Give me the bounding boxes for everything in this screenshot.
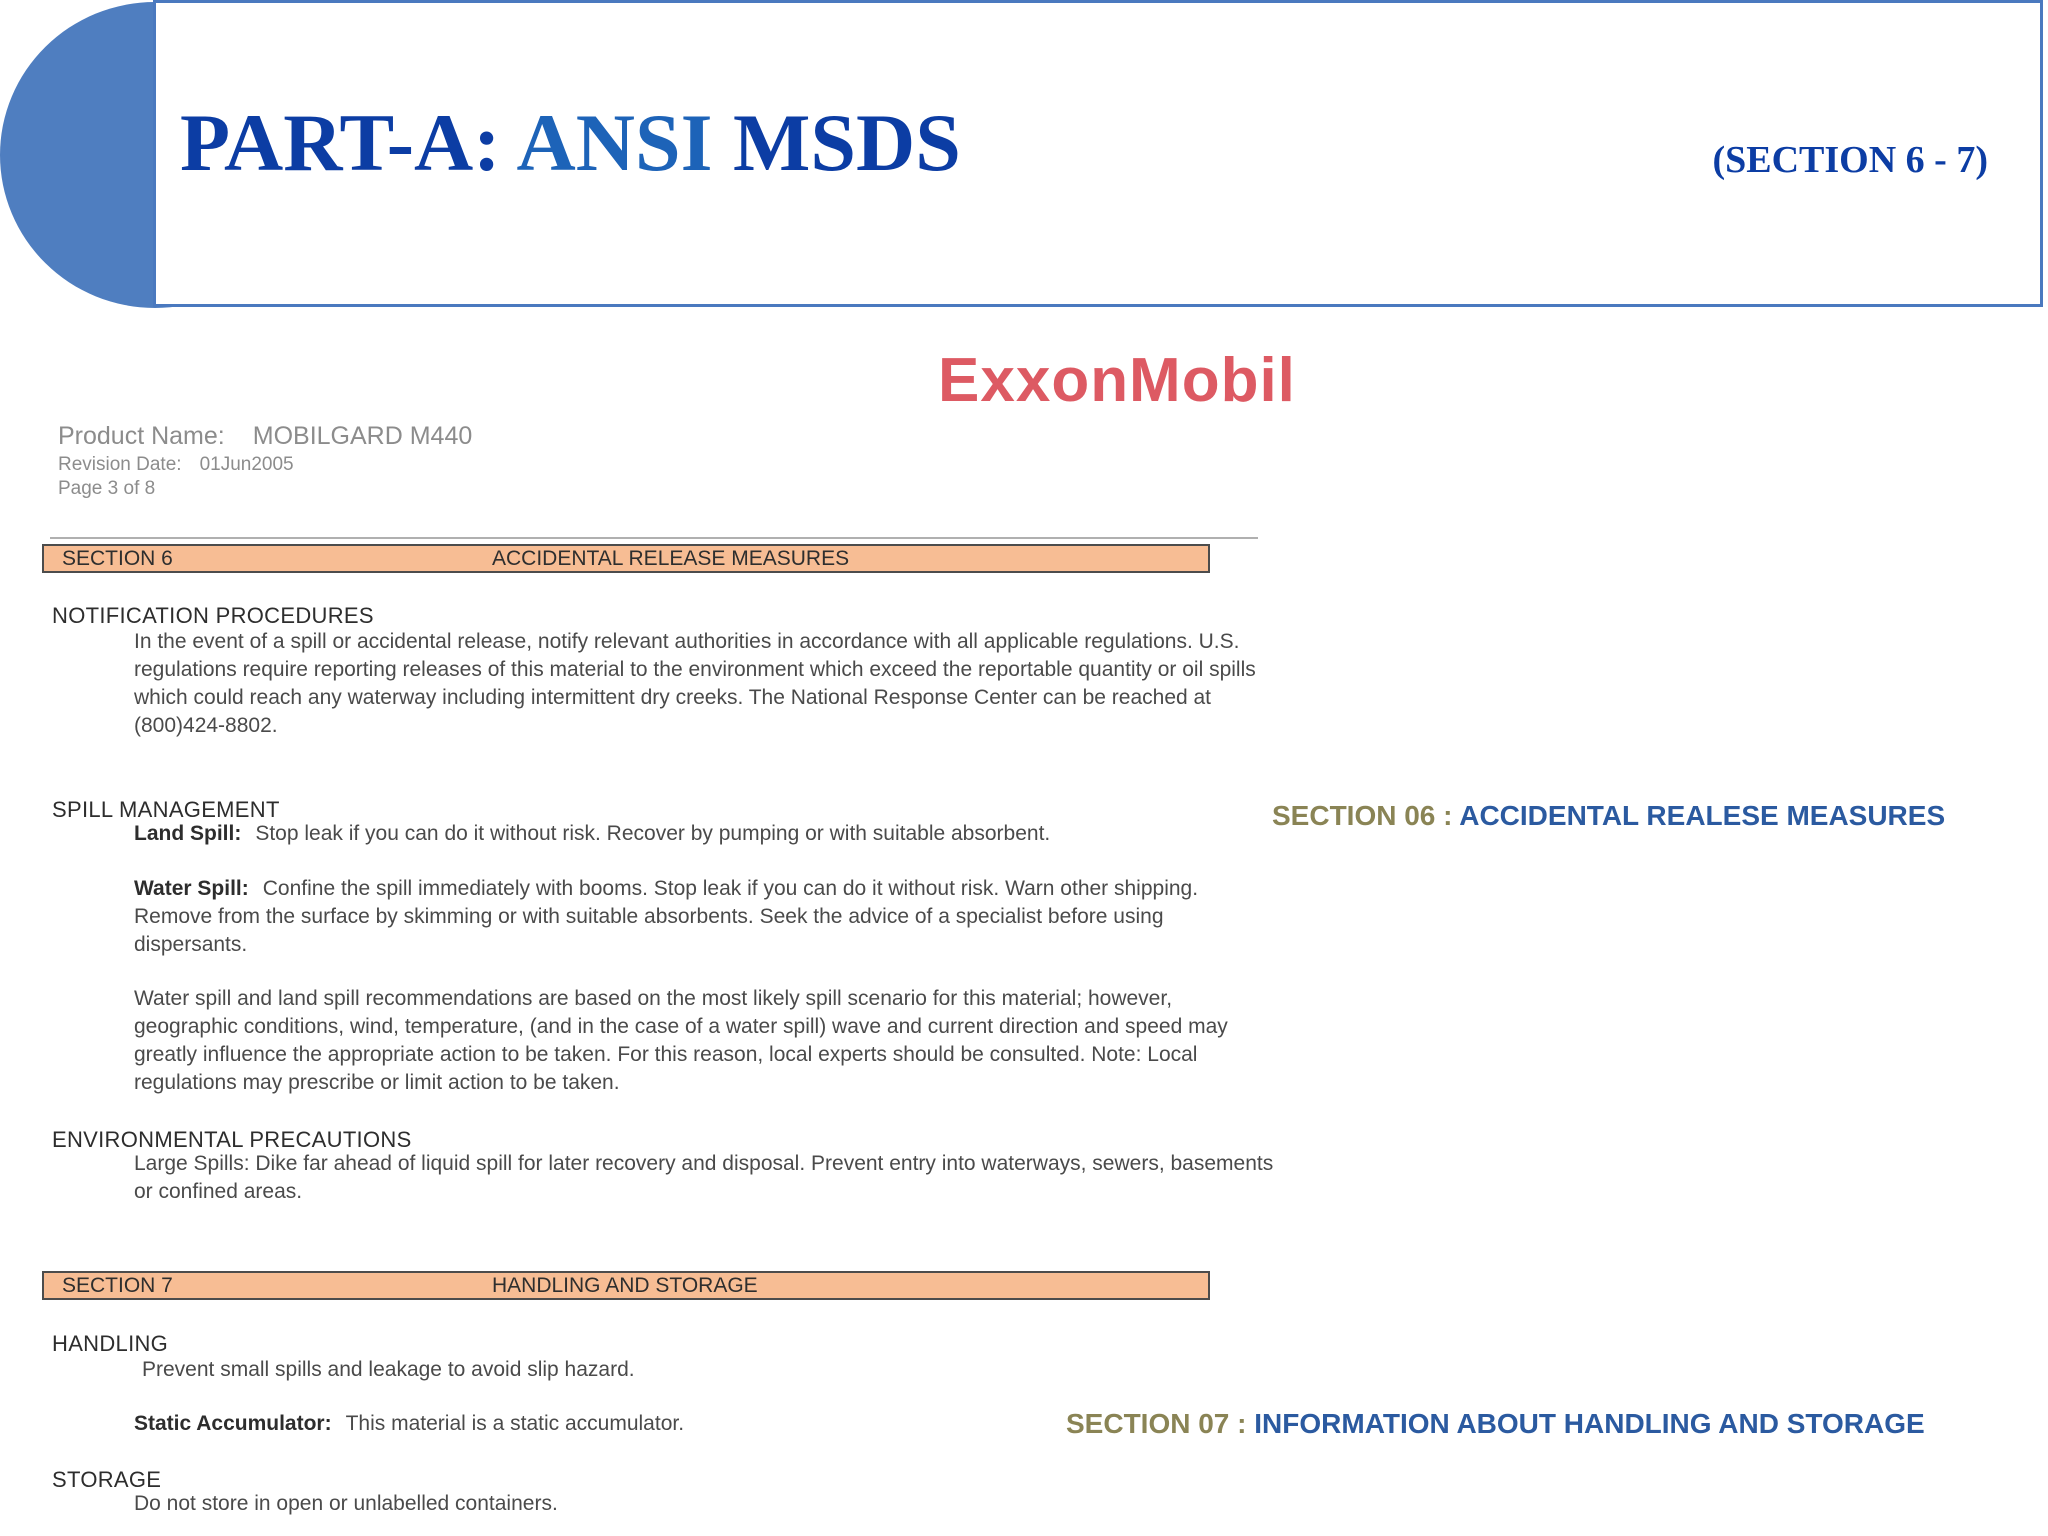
section6-title: ACCIDENTAL RELEASE MEASURES xyxy=(492,547,850,570)
section7-number: SECTION 7 xyxy=(62,1274,173,1297)
spill-heading: SPILL MANAGEMENT xyxy=(52,797,280,822)
header-divider xyxy=(50,537,1258,539)
section7-annotation xyxy=(1066,1410,1925,1438)
notification-heading: NOTIFICATION PROCEDURES xyxy=(52,603,374,628)
section7-bar xyxy=(42,1271,1210,1300)
slide-title xyxy=(180,97,961,188)
section6-annotation-prefix: SECTION 06 : xyxy=(1272,800,1460,831)
revision-label: Revision Date: xyxy=(58,454,182,475)
environmental-heading: ENVIRONMENTAL PRECAUTIONS xyxy=(52,1127,412,1152)
land-spill-text: Stop leak if you can do it without risk. Recover by pumping or with suitable absorbent. xyxy=(255,822,1051,845)
notification-text: In the event of a spill or accidental release, notify relevant authorities in accordance with all applicable regulations. U.S. regulations require reporting releases of this material to the environment which exceed the reportable quantity or oil spills which could reach any waterway including intermittent dry creeks. The National Response Center can be reached at (800)424-8802. xyxy=(134,630,1256,737)
land-spill-paragraph xyxy=(134,820,1274,848)
storage-text: Do not store in open or unlabelled containers. xyxy=(134,1492,558,1515)
storage-heading: STORAGE xyxy=(52,1467,162,1492)
section6-bar xyxy=(42,544,1210,573)
static-accumulator-text: This material is a static accumulator. xyxy=(345,1412,685,1435)
title-accent: ANSI xyxy=(516,97,713,188)
page-number: Page 3 of 8 xyxy=(58,478,156,499)
spill-recommendation-text: Water spill and land spill recommendations are based on the most likely spill scenario for this material; however, geographic conditions, wind, temperature, (and in the case of a water spill) wave and current direction and speed may greatly influence the appropriate action to be taken. For this reason, local experts should be consulted. Note: Local regulations may prescribe or limit action to be taken. xyxy=(134,987,1228,1094)
handling-text: Prevent small spills and leakage to avoid slip hazard. xyxy=(142,1358,635,1381)
section6-annotation xyxy=(1272,802,1945,830)
environmental-text: Large Spills: Dike far ahead of liquid spill for later recovery and disposal. Prevent entry into waterways, sewers, basements or confined areas. xyxy=(134,1152,1274,1203)
land-spill-label: Land Spill: xyxy=(134,822,242,845)
product-name-line xyxy=(58,422,472,451)
water-spill-text: Confine the spill immediately with booms. Stop leak if you can do it without risk. Warn other shipping. Remove from the surface by skimming or with suitable absorbents. Seek the advice of a specialist before using dispersants. xyxy=(134,877,1199,956)
revision-value: 01Jun2005 xyxy=(199,454,294,475)
static-accumulator-label: Static Accumulator: xyxy=(134,1412,332,1435)
title-suffix: MSDS xyxy=(712,97,961,188)
msds-document-image xyxy=(0,330,1300,1536)
section7-title: HANDLING AND STORAGE xyxy=(492,1274,758,1297)
product-value: MOBILGARD M440 xyxy=(252,422,473,450)
water-spill-paragraph xyxy=(134,875,1274,959)
handling-heading: HANDLING xyxy=(52,1331,169,1356)
product-label: Product Name: xyxy=(58,422,225,450)
title-prefix: PART-A: xyxy=(180,97,517,188)
section6-annotation-text: ACCIDENTAL REALESE MEASURES xyxy=(1459,800,1946,831)
revision-date-line xyxy=(58,454,294,476)
section7-annotation-text: INFORMATION ABOUT HANDLING AND STORAGE xyxy=(1254,1408,1925,1439)
section7-annotation-prefix: SECTION 07 : xyxy=(1066,1408,1255,1439)
water-spill-label: Water Spill: xyxy=(134,877,249,900)
section-range: (SECTION 6 - 7) xyxy=(1712,139,1988,181)
section6-number: SECTION 6 xyxy=(62,547,173,570)
exxonmobil-logo: ExxonMobil xyxy=(938,346,1296,415)
